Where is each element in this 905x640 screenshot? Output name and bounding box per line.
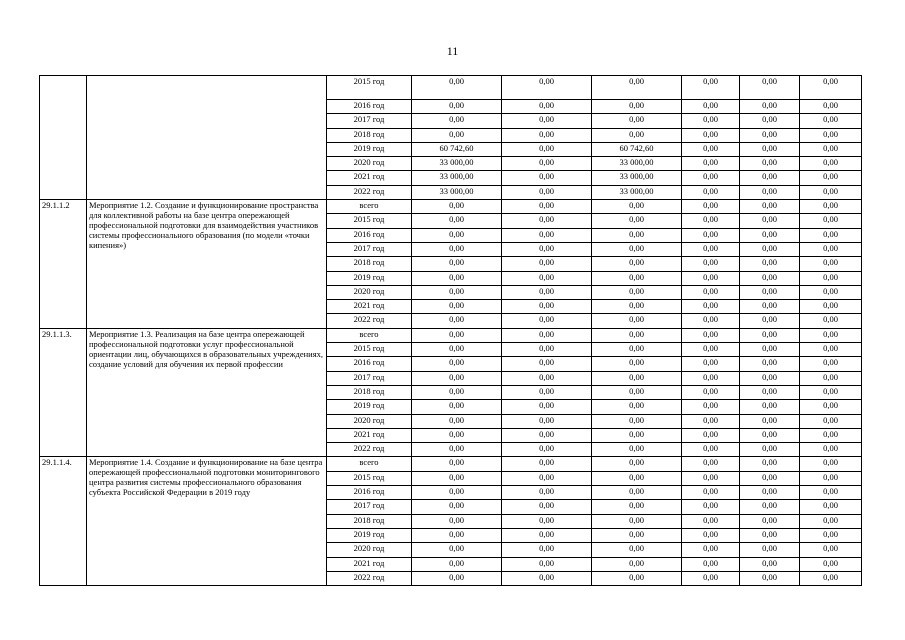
period-cell: 2020 год [327, 414, 412, 428]
value-cell: 0,00 [592, 114, 682, 128]
value-cell: 0,00 [800, 357, 862, 371]
value-cell: 0,00 [740, 343, 800, 357]
value-cell: 0,00 [800, 328, 862, 342]
value-cell: 0,00 [412, 100, 502, 114]
value-cell: 0,00 [412, 528, 502, 542]
value-cell: 0,00 [412, 343, 502, 357]
value-cell: 0,00 [740, 114, 800, 128]
value-cell: 0,00 [412, 242, 502, 256]
value-cell: 0,00 [502, 528, 592, 542]
value-cell: 0,00 [592, 328, 682, 342]
value-cell: 0,00 [412, 200, 502, 214]
value-cell: 0,00 [740, 214, 800, 228]
value-cell: 0,00 [592, 200, 682, 214]
measure-description-cell: Мероприятие 1.2. Создание и функционирование пространства для коллективной работы на базе центра опережающей профессиональной подготовки для взаимодействия участников системы профессионального образования (по модели «точки кипения») [87, 200, 327, 329]
value-cell: 0,00 [502, 242, 592, 256]
value-cell: 0,00 [800, 543, 862, 557]
value-cell: 0,00 [740, 257, 800, 271]
value-cell: 0,00 [682, 157, 740, 171]
value-cell: 0,00 [800, 228, 862, 242]
value-cell: 0,00 [682, 142, 740, 156]
value-cell: 0,00 [800, 300, 862, 314]
value-cell: 0,00 [502, 328, 592, 342]
value-cell: 0,00 [592, 486, 682, 500]
value-cell: 0,00 [800, 400, 862, 414]
period-cell: 2021 год [327, 428, 412, 442]
value-cell: 0,00 [682, 328, 740, 342]
value-cell: 0,00 [592, 528, 682, 542]
value-cell: 0,00 [502, 543, 592, 557]
value-cell: 0,00 [740, 271, 800, 285]
value-cell: 0,00 [502, 76, 592, 100]
period-cell: 2021 год [327, 557, 412, 571]
value-cell: 0,00 [502, 171, 592, 185]
value-cell: 0,00 [740, 471, 800, 485]
value-cell: 0,00 [502, 257, 592, 271]
period-cell: 2019 год [327, 271, 412, 285]
period-cell: 2017 год [327, 114, 412, 128]
value-cell: 0,00 [412, 285, 502, 299]
period-cell: 2021 год [327, 300, 412, 314]
value-cell: 0,00 [502, 228, 592, 242]
period-cell: 2015 год [327, 471, 412, 485]
period-cell: 2015 год [327, 214, 412, 228]
value-cell: 0,00 [682, 343, 740, 357]
value-cell: 0,00 [592, 371, 682, 385]
period-cell: 2020 год [327, 543, 412, 557]
value-cell: 0,00 [502, 428, 592, 442]
value-cell: 0,00 [800, 571, 862, 585]
value-cell: 0,00 [740, 228, 800, 242]
value-cell: 0,00 [502, 471, 592, 485]
value-cell: 0,00 [502, 285, 592, 299]
value-cell: 0,00 [412, 300, 502, 314]
value-cell: 0,00 [740, 443, 800, 457]
value-cell: 0,00 [592, 128, 682, 142]
value-cell: 0,00 [800, 486, 862, 500]
value-cell: 0,00 [682, 100, 740, 114]
value-cell: 0,00 [682, 200, 740, 214]
value-cell: 0,00 [592, 543, 682, 557]
value-cell: 0,00 [682, 214, 740, 228]
value-cell: 0,00 [682, 228, 740, 242]
value-cell: 0,00 [740, 76, 800, 100]
value-cell: 0,00 [682, 428, 740, 442]
value-cell: 33 000,00 [412, 185, 502, 199]
period-cell: всего [327, 457, 412, 471]
value-cell: 0,00 [412, 571, 502, 585]
value-cell: 0,00 [592, 76, 682, 100]
value-cell: 0,00 [740, 557, 800, 571]
value-cell: 0,00 [682, 285, 740, 299]
value-cell: 0,00 [800, 242, 862, 256]
value-cell: 0,00 [592, 357, 682, 371]
value-cell: 0,00 [592, 443, 682, 457]
value-cell: 0,00 [740, 385, 800, 399]
value-cell: 33 000,00 [592, 171, 682, 185]
value-cell: 0,00 [592, 228, 682, 242]
measure-code-cell: 29.1.1.3. [40, 328, 87, 457]
value-cell: 0,00 [502, 400, 592, 414]
measure-code-cell [40, 76, 87, 200]
budget-table [39, 75, 862, 586]
value-cell: 0,00 [502, 514, 592, 528]
value-cell: 0,00 [682, 443, 740, 457]
value-cell: 0,00 [682, 357, 740, 371]
value-cell: 0,00 [682, 385, 740, 399]
measure-description-cell: Мероприятие 1.3. Реализация на базе центра опережающей профессиональной подготовки услуг профессиональной ориентации лиц, обучающихся в образовательных учреждениях, создание условий для обучения их первой профессии [87, 328, 327, 457]
value-cell: 0,00 [800, 514, 862, 528]
value-cell: 0,00 [740, 500, 800, 514]
value-cell: 0,00 [412, 486, 502, 500]
period-cell: 2020 год [327, 285, 412, 299]
value-cell: 0,00 [502, 142, 592, 156]
value-cell: 0,00 [740, 457, 800, 471]
value-cell: 0,00 [502, 271, 592, 285]
value-cell: 0,00 [412, 400, 502, 414]
period-cell: 2018 год [327, 128, 412, 142]
value-cell: 0,00 [502, 443, 592, 457]
value-cell: 0,00 [412, 371, 502, 385]
value-cell: 0,00 [800, 500, 862, 514]
value-cell: 0,00 [592, 214, 682, 228]
value-cell: 0,00 [682, 457, 740, 471]
value-cell: 0,00 [502, 114, 592, 128]
value-cell: 0,00 [592, 500, 682, 514]
value-cell: 0,00 [502, 357, 592, 371]
value-cell: 0,00 [502, 100, 592, 114]
value-cell: 0,00 [800, 528, 862, 542]
period-cell: 2016 год [327, 486, 412, 500]
value-cell: 0,00 [502, 214, 592, 228]
value-cell: 0,00 [682, 185, 740, 199]
value-cell: 0,00 [412, 314, 502, 328]
period-cell: 2020 год [327, 157, 412, 171]
value-cell: 0,00 [412, 557, 502, 571]
period-cell: всего [327, 200, 412, 214]
value-cell: 0,00 [502, 300, 592, 314]
value-cell: 0,00 [682, 171, 740, 185]
value-cell: 0,00 [740, 486, 800, 500]
value-cell: 0,00 [740, 142, 800, 156]
value-cell: 0,00 [740, 371, 800, 385]
value-cell: 0,00 [740, 314, 800, 328]
value-cell: 0,00 [412, 414, 502, 428]
period-cell: 2022 год [327, 571, 412, 585]
value-cell: 0,00 [502, 157, 592, 171]
page-number: 11 [446, 44, 459, 58]
value-cell: 0,00 [740, 528, 800, 542]
value-cell: 0,00 [412, 328, 502, 342]
value-cell: 0,00 [800, 428, 862, 442]
measure-code-cell: 29.1.1.2 [40, 200, 87, 329]
value-cell: 60 742,60 [592, 142, 682, 156]
period-cell: 2022 год [327, 185, 412, 199]
value-cell: 0,00 [800, 200, 862, 214]
value-cell: 0,00 [740, 285, 800, 299]
value-cell: 0,00 [740, 157, 800, 171]
period-cell: 2018 год [327, 257, 412, 271]
measure-code-cell: 29.1.1.4. [40, 457, 87, 586]
value-cell: 0,00 [502, 371, 592, 385]
value-cell: 0,00 [800, 214, 862, 228]
value-cell: 0,00 [740, 100, 800, 114]
value-cell: 0,00 [740, 300, 800, 314]
value-cell: 0,00 [592, 242, 682, 256]
value-cell: 0,00 [592, 400, 682, 414]
value-cell: 0,00 [740, 571, 800, 585]
value-cell: 0,00 [800, 371, 862, 385]
value-cell: 0,00 [592, 271, 682, 285]
value-cell: 0,00 [412, 500, 502, 514]
value-cell: 33 000,00 [592, 157, 682, 171]
value-cell: 0,00 [502, 500, 592, 514]
value-cell: 0,00 [800, 257, 862, 271]
period-cell: 2015 год [327, 76, 412, 100]
value-cell: 0,00 [682, 528, 740, 542]
value-cell: 0,00 [682, 76, 740, 100]
value-cell: 0,00 [592, 571, 682, 585]
value-cell: 0,00 [502, 185, 592, 199]
period-cell: 2022 год [327, 314, 412, 328]
period-cell: 2017 год [327, 500, 412, 514]
value-cell: 0,00 [412, 128, 502, 142]
value-cell: 0,00 [412, 271, 502, 285]
value-cell: 0,00 [740, 400, 800, 414]
value-cell: 0,00 [682, 300, 740, 314]
value-cell: 0,00 [502, 557, 592, 571]
value-cell: 0,00 [800, 457, 862, 471]
table-body [40, 76, 862, 586]
value-cell: 0,00 [740, 242, 800, 256]
period-cell: 2017 год [327, 242, 412, 256]
value-cell: 0,00 [682, 514, 740, 528]
period-cell: 2022 год [327, 443, 412, 457]
value-cell: 0,00 [502, 414, 592, 428]
value-cell: 0,00 [800, 557, 862, 571]
value-cell: 0,00 [592, 514, 682, 528]
table-row [40, 328, 862, 342]
measure-description-cell [87, 76, 327, 200]
value-cell: 0,00 [412, 514, 502, 528]
table-row [40, 76, 862, 100]
value-cell: 0,00 [412, 114, 502, 128]
value-cell: 0,00 [592, 343, 682, 357]
value-cell: 0,00 [682, 414, 740, 428]
value-cell: 0,00 [800, 76, 862, 100]
value-cell: 0,00 [740, 128, 800, 142]
value-cell: 0,00 [592, 457, 682, 471]
value-cell: 60 742,60 [412, 142, 502, 156]
value-cell: 0,00 [740, 200, 800, 214]
value-cell: 0,00 [740, 171, 800, 185]
value-cell: 0,00 [682, 257, 740, 271]
period-cell: 2019 год [327, 142, 412, 156]
value-cell: 0,00 [412, 357, 502, 371]
value-cell: 0,00 [592, 257, 682, 271]
value-cell: 0,00 [502, 486, 592, 500]
value-cell: 0,00 [592, 414, 682, 428]
value-cell: 0,00 [412, 543, 502, 557]
value-cell: 0,00 [800, 114, 862, 128]
period-cell: 2018 год [327, 514, 412, 528]
table-row [40, 200, 862, 214]
value-cell: 33 000,00 [412, 171, 502, 185]
value-cell: 0,00 [412, 257, 502, 271]
value-cell: 0,00 [740, 428, 800, 442]
value-cell: 0,00 [682, 242, 740, 256]
value-cell: 0,00 [800, 157, 862, 171]
period-cell: 2016 год [327, 100, 412, 114]
period-cell: 2017 год [327, 371, 412, 385]
value-cell: 0,00 [800, 185, 862, 199]
value-cell: 0,00 [682, 500, 740, 514]
value-cell: 0,00 [502, 571, 592, 585]
value-cell: 0,00 [682, 371, 740, 385]
value-cell: 0,00 [592, 100, 682, 114]
value-cell: 0,00 [682, 543, 740, 557]
value-cell: 0,00 [502, 200, 592, 214]
value-cell: 0,00 [592, 300, 682, 314]
value-cell: 0,00 [740, 328, 800, 342]
value-cell: 0,00 [412, 385, 502, 399]
period-cell: 2021 год [327, 171, 412, 185]
value-cell: 0,00 [412, 214, 502, 228]
value-cell: 0,00 [682, 400, 740, 414]
value-cell: 0,00 [740, 414, 800, 428]
value-cell: 0,00 [592, 285, 682, 299]
value-cell: 0,00 [800, 271, 862, 285]
value-cell: 0,00 [800, 285, 862, 299]
value-cell: 0,00 [740, 543, 800, 557]
value-cell: 0,00 [682, 557, 740, 571]
value-cell: 0,00 [412, 443, 502, 457]
value-cell: 0,00 [412, 76, 502, 100]
value-cell: 0,00 [682, 314, 740, 328]
value-cell: 0,00 [740, 185, 800, 199]
value-cell: 0,00 [740, 514, 800, 528]
period-cell: 2016 год [327, 357, 412, 371]
value-cell: 0,00 [682, 571, 740, 585]
value-cell: 0,00 [682, 471, 740, 485]
value-cell: 0,00 [592, 557, 682, 571]
value-cell: 0,00 [502, 128, 592, 142]
value-cell: 0,00 [800, 343, 862, 357]
value-cell: 0,00 [502, 385, 592, 399]
value-cell: 0,00 [592, 385, 682, 399]
value-cell: 0,00 [502, 314, 592, 328]
value-cell: 0,00 [800, 128, 862, 142]
measure-description-cell: Мероприятие 1.4. Создание и функционирование на базе центра опережающей профессиональной подготовки мониторингового центра развития системы профессионального образования субъекта Российской Федерации в 2019 году [87, 457, 327, 586]
period-cell: 2018 год [327, 385, 412, 399]
period-cell: 2019 год [327, 400, 412, 414]
value-cell: 0,00 [682, 114, 740, 128]
period-cell: 2015 год [327, 343, 412, 357]
value-cell: 0,00 [800, 100, 862, 114]
value-cell: 33 000,00 [412, 157, 502, 171]
value-cell: 33 000,00 [592, 185, 682, 199]
value-cell: 0,00 [800, 385, 862, 399]
period-cell: 2019 год [327, 528, 412, 542]
period-cell: всего [327, 328, 412, 342]
value-cell: 0,00 [502, 343, 592, 357]
value-cell: 0,00 [412, 471, 502, 485]
value-cell: 0,00 [740, 357, 800, 371]
value-cell: 0,00 [412, 457, 502, 471]
value-cell: 0,00 [682, 271, 740, 285]
value-cell: 0,00 [682, 486, 740, 500]
table-row [40, 457, 862, 471]
value-cell: 0,00 [412, 428, 502, 442]
value-cell: 0,00 [592, 314, 682, 328]
value-cell: 0,00 [592, 428, 682, 442]
value-cell: 0,00 [800, 414, 862, 428]
value-cell: 0,00 [592, 471, 682, 485]
value-cell: 0,00 [682, 128, 740, 142]
value-cell: 0,00 [800, 471, 862, 485]
period-cell: 2016 год [327, 228, 412, 242]
value-cell: 0,00 [800, 314, 862, 328]
value-cell: 0,00 [800, 171, 862, 185]
value-cell: 0,00 [412, 228, 502, 242]
value-cell: 0,00 [800, 142, 862, 156]
value-cell: 0,00 [502, 457, 592, 471]
value-cell: 0,00 [800, 443, 862, 457]
